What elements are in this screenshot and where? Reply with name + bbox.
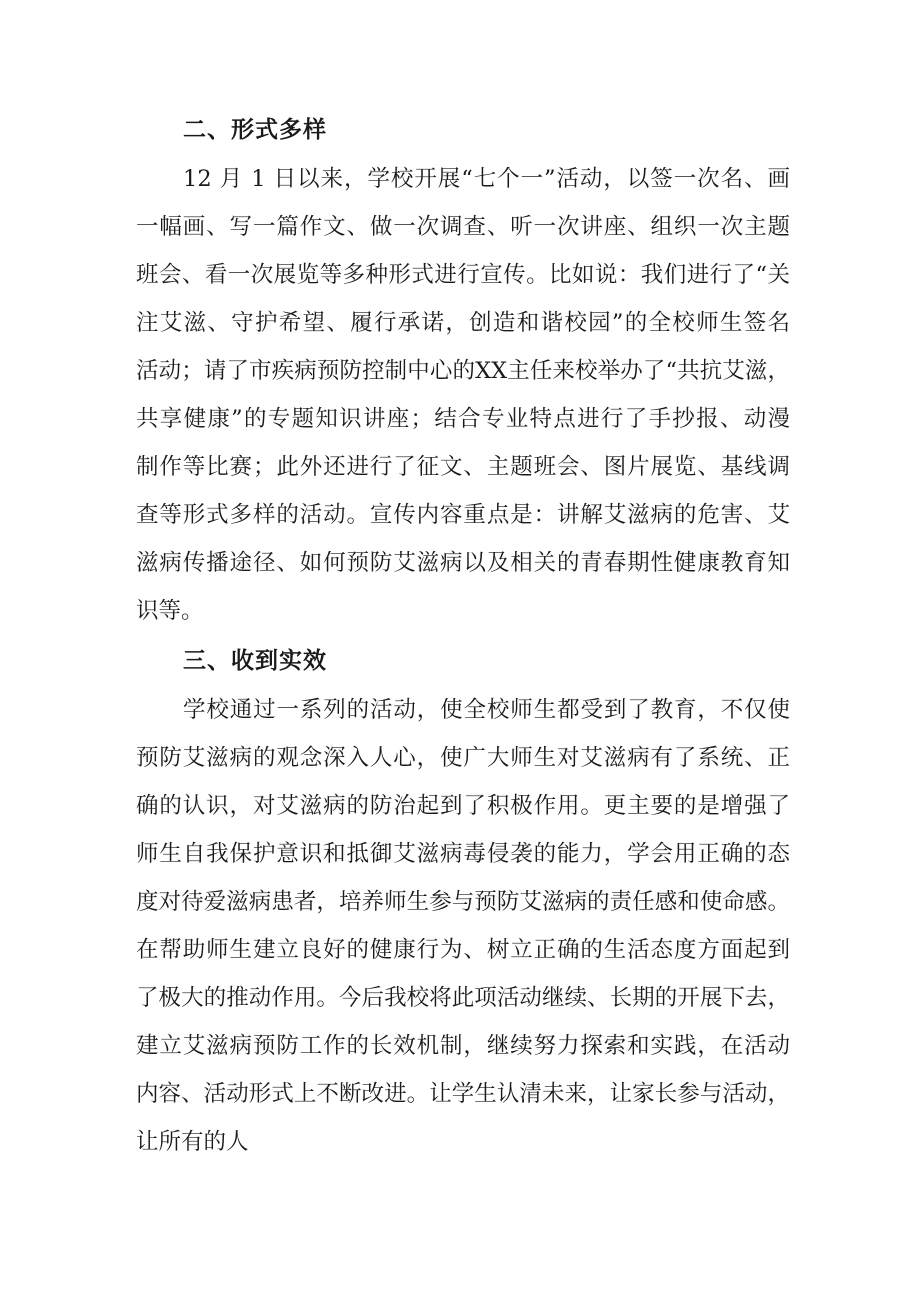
paragraph-line: 让所有的人 <box>136 1129 249 1155</box>
paragraph-line: 12 月 1 日以来，学校开展“七个一”活动，以签一次名、画 <box>183 166 790 192</box>
paragraph-line: 班会、看一次展览等多种形式进行宣传。比如说：我们进行了“关 <box>136 262 790 288</box>
paragraph-line: 了极大的推动作用。今后我校将此项活动继续、长期的开展下去， <box>136 985 790 1011</box>
paragraph-line: 滋病传播途径、如何预防艾滋病以及相关的青春期性健康教育知 <box>136 550 790 576</box>
paragraph-line: 师生自我保护意识和抵御艾滋病毒侵袭的能力，学会用正确的态 <box>136 841 790 867</box>
paragraph-line: 活动；请了市疾病预防控制中心的XX主任来校举办了“共抗艾滋， <box>136 358 790 384</box>
paragraph-line: 预防艾滋病的观念深入人心，使广大师生对艾滋病有了系统、正 <box>136 745 790 771</box>
paragraph-line: 注艾滋、守护希望、履行承诺，创造和谐校园”的全校师生签名 <box>136 310 790 336</box>
paragraph-line: 学校通过一系列的活动，使全校师生都受到了教育，不仅使 <box>183 697 790 723</box>
paragraph-line: 内容、活动形式上不断改进。让学生认清未来，让家长参与活动， <box>136 1081 790 1107</box>
paragraph-line: 度对待爱滋病患者，培养师生参与预防艾滋病的责任感和使命感。 <box>136 889 790 915</box>
paragraph-line: 建立艾滋病预防工作的长效机制，继续努力探索和实践，在活动 <box>136 1033 790 1059</box>
paragraph-line: 一幅画、写一篇作文、做一次调查、听一次讲座、组织一次主题 <box>136 214 790 240</box>
paragraph-line: 识等。 <box>136 598 204 624</box>
paragraph-line: 制作等比赛；此外还进行了征文、主题班会、图片展览、基线调 <box>136 454 790 480</box>
paragraph-line: 查等形式多样的活动。宣传内容重点是：讲解艾滋病的危害、艾 <box>136 502 790 528</box>
paragraph-line: 在帮助师生建立良好的健康行为、树立正确的生活态度方面起到 <box>136 937 790 963</box>
paragraph-line: 确的认识，对艾滋病的防治起到了积极作用。更主要的是增强了 <box>136 793 790 819</box>
section-heading-2: 二、形式多样 <box>183 117 327 143</box>
section-heading-3: 三、收到实效 <box>183 648 327 674</box>
paragraph-line: 共享健康”的专题知识讲座；结合专业特点进行了手抄报、动漫 <box>136 406 790 432</box>
